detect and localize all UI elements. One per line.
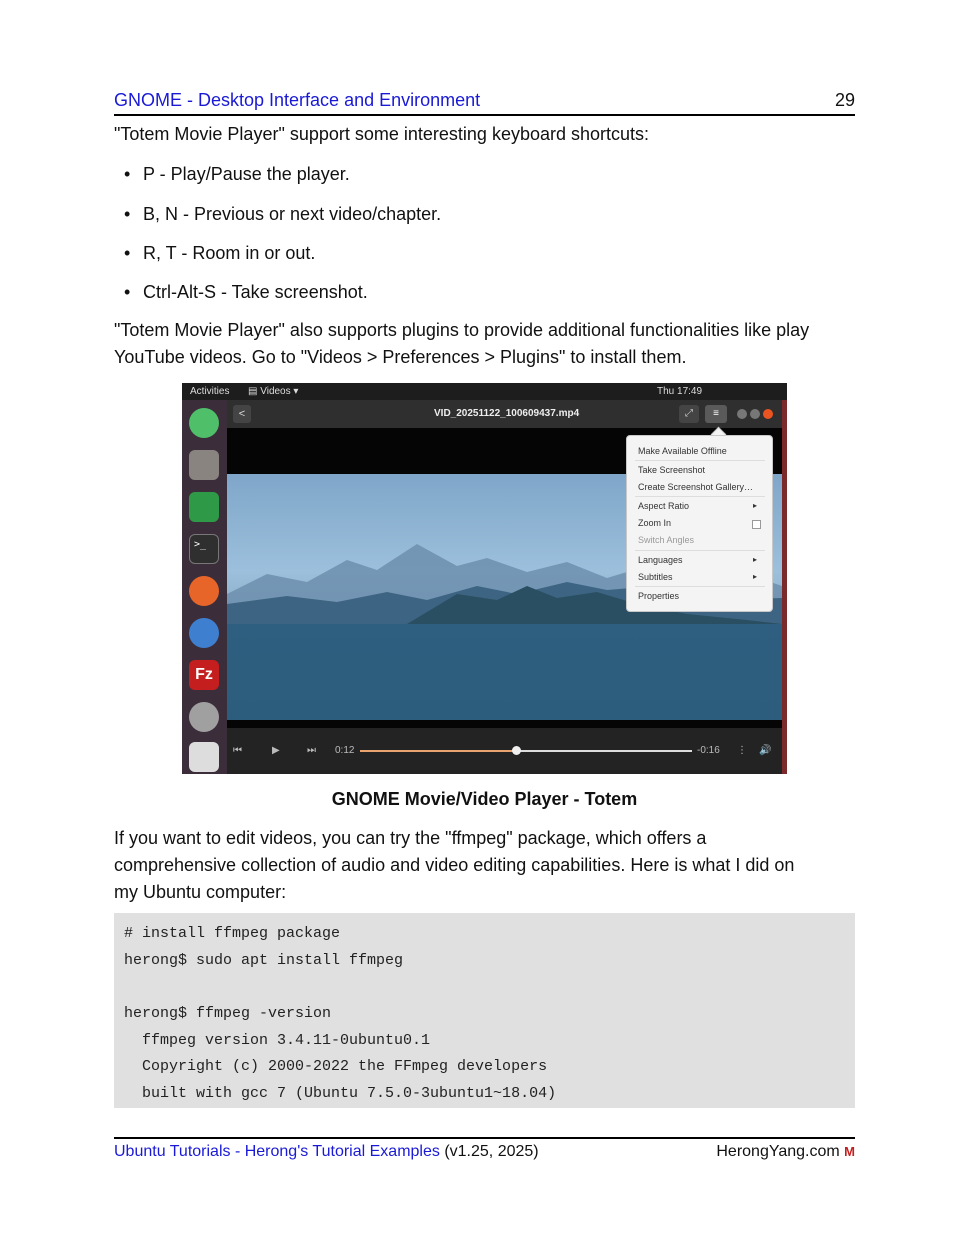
popup-menu <box>626 435 773 612</box>
menu-item-languages[interactable]: Languages <box>638 555 683 565</box>
atom-icon[interactable] <box>189 408 219 438</box>
plugins-line-2: YouTube videos. Go to "Videos > Preferences > Plugins" to install them. <box>114 347 687 367</box>
ffmpeg-line-3: my Ubuntu computer: <box>114 882 287 902</box>
page-footer <box>114 1137 855 1163</box>
previous-icon[interactable]: ⏮ <box>233 745 242 756</box>
code-block <box>114 913 855 1108</box>
ffmpeg-line-1: If you want to edit videos, you can try the "ffmpeg" package, which offers a <box>114 828 707 848</box>
zoom-in-checkbox[interactable] <box>752 520 761 529</box>
maximize-button[interactable] <box>750 409 760 419</box>
clock[interactable]: Thu 17:49 <box>657 386 703 397</box>
terminal-icon[interactable]: >_ <box>189 534 219 564</box>
bullet-text: Ctrl-Alt-S - Take screenshot. <box>143 282 368 302</box>
menu-item-create-screenshot-gallery[interactable]: Create Screenshot Gallery… <box>638 482 754 492</box>
footer-version: (v1.25, 2025) <box>444 1143 539 1160</box>
activities-button[interactable]: Activities <box>190 386 230 397</box>
shortcuts-intro: "Totem Movie Player" support some interesting keyboard shortcuts: <box>114 124 650 144</box>
plugins-line-1: "Totem Movie Player" also supports plugins to provide additional functionalities like play <box>114 320 810 340</box>
ffmpeg-line-2: comprehensive collection of audio and video editing capabilities. Here is what I did on <box>114 855 795 875</box>
menu-separator <box>635 550 765 551</box>
ffmpeg-paragraph <box>114 825 855 906</box>
bullet-item <box>124 162 350 186</box>
gnome-top-bar <box>182 383 787 400</box>
menu-item-subtitles[interactable]: Subtitles <box>638 572 673 582</box>
seek-bar-fill <box>360 750 516 752</box>
code-line: built with gcc 7 (Ubuntu 7.5.0-3ubuntu1~18.04) <box>124 1085 557 1102</box>
thunderbird-icon[interactable] <box>189 618 219 648</box>
play-icon[interactable]: ▶ <box>272 745 280 756</box>
bullet-dot-icon: • <box>124 164 131 184</box>
menu-item-aspect-ratio[interactable]: Aspect Ratio <box>638 501 690 511</box>
bullet-item <box>124 241 315 265</box>
minimize-button[interactable] <box>737 409 747 419</box>
seek-bar[interactable] <box>360 750 692 752</box>
submenu-arrow-icon: ▸ <box>753 572 758 581</box>
bullet-dot-icon: • <box>124 243 131 263</box>
page-header <box>114 90 855 116</box>
seek-handle[interactable] <box>512 746 521 755</box>
site-logo-icon: M <box>844 1144 855 1159</box>
playback-controls <box>227 728 782 774</box>
bullet-item <box>124 280 368 304</box>
submenu-arrow-icon: ▸ <box>753 501 758 510</box>
more-options-icon[interactable]: ⋮ <box>737 745 747 756</box>
figure-caption: GNOME Movie/Video Player - Totem <box>331 789 638 809</box>
menu-item-switch-angles: Switch Angles <box>638 535 695 545</box>
plugins-paragraph <box>114 317 855 371</box>
menu-separator <box>635 460 765 461</box>
page-number: 29 <box>834 90 855 110</box>
footer-left <box>114 1143 539 1161</box>
desktop-edge <box>782 400 787 774</box>
clapper-icon[interactable] <box>189 742 219 772</box>
hamburger-menu-button[interactable]: ≡ <box>705 405 727 423</box>
menu-separator <box>635 496 765 497</box>
menu-item-zoom-in[interactable]: Zoom In <box>638 518 672 528</box>
menu-item-take-screenshot[interactable]: Take Screenshot <box>638 465 706 475</box>
back-button[interactable]: < <box>233 405 251 423</box>
files-icon[interactable] <box>189 450 219 480</box>
bullet-text: B, N - Previous or next video/chapter. <box>143 204 442 224</box>
window-title: VID_20251122_100609437.mp4 <box>434 408 580 419</box>
bullet-text: R, T - Room in or out. <box>143 243 316 263</box>
filezilla-icon[interactable]: Fz <box>189 660 219 690</box>
bullet-dot-icon: • <box>124 204 131 224</box>
menu-separator <box>635 586 765 587</box>
next-icon[interactable]: ⏭ <box>307 745 316 756</box>
elapsed-time: 0:12 <box>335 745 355 756</box>
bullet-dot-icon: • <box>124 282 131 302</box>
firefox-icon[interactable] <box>189 576 219 606</box>
close-button[interactable] <box>763 409 773 419</box>
code-line: ffmpeg version 3.4.11-0ubuntu0.1 <box>124 1032 431 1049</box>
spreadsheet-icon[interactable] <box>189 492 219 522</box>
app-menu[interactable]: ▤ Videos ▾ <box>248 386 299 397</box>
bullet-text: P - Play/Pause the player. <box>143 164 350 184</box>
code-line: herong$ ffmpeg -version <box>124 1005 332 1022</box>
submenu-arrow-icon: ▸ <box>753 555 758 564</box>
code-line: Copyright (c) 2000-2022 the FFmpeg developers <box>124 1058 548 1075</box>
header-title-link[interactable]: GNOME - Desktop Interface and Environment <box>114 90 481 110</box>
footer-tutorial-link[interactable]: Ubuntu Tutorials - Herong's Tutorial Examples <box>114 1143 440 1160</box>
footer-site[interactable]: HerongYang.com <box>716 1143 840 1160</box>
settings-tool-icon[interactable] <box>189 702 219 732</box>
code-line: # install ffmpeg package <box>124 925 341 942</box>
bullet-item <box>124 202 441 226</box>
code-line: herong$ sudo apt install ffmpeg <box>124 952 404 969</box>
totem-screenshot <box>182 383 787 774</box>
menu-item-make-available-offline[interactable]: Make Available Offline <box>638 446 727 456</box>
fullscreen-button[interactable]: ⤢ <box>679 405 699 423</box>
dock <box>182 400 227 774</box>
footer-right <box>716 1143 855 1161</box>
volume-icon[interactable]: 🔊 <box>759 745 772 756</box>
menu-item-properties[interactable]: Properties <box>638 591 680 601</box>
window-titlebar <box>227 400 782 428</box>
remaining-time: -0:16 <box>697 745 720 756</box>
